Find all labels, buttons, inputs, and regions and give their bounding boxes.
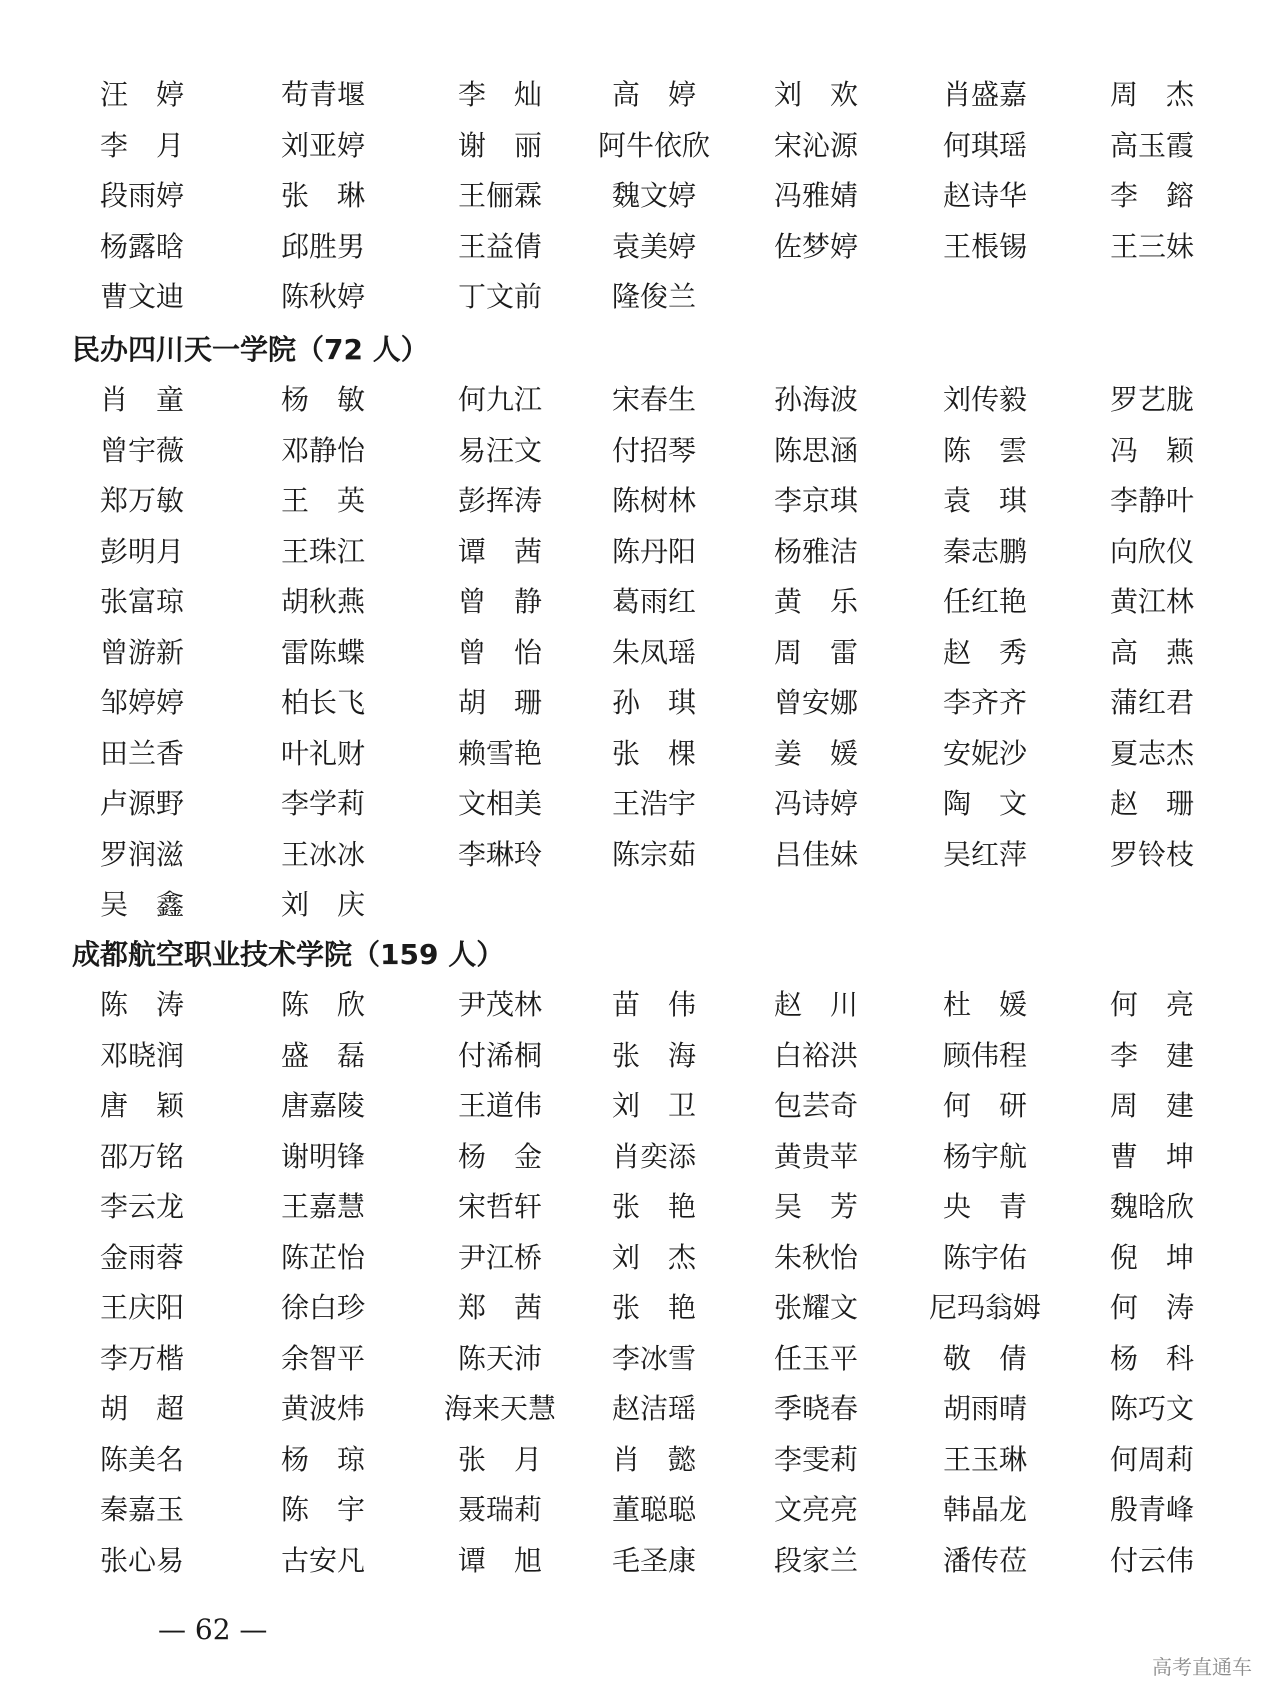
name-entry: 魏文婷 (611, 179, 696, 212)
name-entry: 刘 欢 (773, 78, 858, 111)
name-entry: 高 婷 (611, 78, 696, 111)
name-entry: 夏志杰 (1109, 736, 1194, 770)
name-entry: 李云龙 (99, 1190, 184, 1223)
name-row (0, 481, 1280, 521)
name-row (0, 1187, 1280, 1227)
name-entry: 李 鎔 (1109, 179, 1194, 212)
name-entry: 李万楷 (99, 1341, 184, 1375)
name-entry: 董聪聪 (611, 1493, 696, 1526)
name-entry: 古安凡 (280, 1543, 365, 1577)
name-entry: 王嘉慧 (280, 1190, 365, 1223)
name-entry: 张 棵 (611, 736, 696, 770)
name-entry: 海来天慧 (443, 1392, 556, 1425)
name-entry: 谭 旭 (457, 1543, 542, 1577)
name-entry: 张 月 (457, 1442, 542, 1476)
name-row (0, 277, 1280, 317)
name-entry: 罗铃枝 (1109, 837, 1194, 871)
name-entry: 高 燕 (1109, 635, 1194, 669)
name-row (0, 1440, 1280, 1480)
name-entry: 赵 珊 (1109, 787, 1194, 820)
name-entry: 任红艳 (942, 585, 1027, 618)
name-row (0, 1541, 1280, 1581)
name-entry: 秦嘉玉 (99, 1493, 184, 1526)
name-entry: 何琪瑶 (942, 128, 1027, 162)
name-entry: 罗艺胧 (1109, 383, 1194, 416)
name-entry: 宋沁源 (773, 128, 858, 162)
name-entry: 王道伟 (457, 1089, 542, 1122)
name-entry: 苟青堰 (280, 78, 365, 111)
name-entry: 毛圣康 (611, 1543, 696, 1577)
name-entry: 王庆阳 (99, 1291, 184, 1324)
name-entry: 陈 宇 (280, 1493, 365, 1526)
name-entry: 郑万敏 (99, 484, 184, 517)
name-entry: 赵 秀 (942, 635, 1027, 669)
name-entry: 秦志鹏 (942, 534, 1027, 568)
name-entry: 何 涛 (1109, 1291, 1194, 1324)
name-entry: 王冰冰 (280, 837, 365, 871)
name-entry: 何九江 (457, 383, 542, 416)
name-row (0, 1238, 1280, 1278)
name-entry: 邹婷婷 (99, 686, 184, 719)
name-entry: 张富琼 (99, 585, 184, 618)
name-entry: 邵万铭 (99, 1139, 184, 1173)
name-row (0, 1339, 1280, 1379)
name-row (0, 985, 1280, 1025)
name-entry: 邱胜男 (280, 229, 365, 263)
name-entry: 杨 金 (457, 1139, 542, 1173)
name-entry: 李雯莉 (773, 1442, 858, 1476)
name-row (0, 683, 1280, 723)
name-row (0, 1288, 1280, 1328)
section-heading-tianyi-college: 民办四川天一学院（72 人） (72, 333, 429, 366)
name-entry: 冯诗婷 (773, 787, 858, 820)
name-entry: 刘 杰 (611, 1240, 696, 1274)
name-entry: 孙 琪 (611, 686, 696, 719)
name-entry: 张耀文 (773, 1291, 858, 1324)
name-entry: 朱凤瑶 (611, 635, 696, 669)
name-entry: 柏长飞 (280, 686, 365, 719)
name-entry: 段家兰 (773, 1543, 858, 1577)
name-entry: 文相美 (457, 787, 542, 820)
name-row (0, 1086, 1280, 1126)
name-entry: 李京琪 (773, 484, 858, 517)
name-entry: 唐 颖 (99, 1089, 184, 1122)
name-entry: 周 杰 (1109, 78, 1194, 111)
page-number: — 62 — (158, 1613, 268, 1646)
name-entry: 陈天沛 (457, 1341, 542, 1375)
name-entry: 丁文前 (457, 280, 542, 313)
name-entry: 聂瑞莉 (457, 1493, 542, 1526)
name-entry: 何周莉 (1109, 1442, 1194, 1476)
name-entry: 袁 琪 (942, 484, 1027, 517)
name-entry: 郑 茜 (457, 1291, 542, 1324)
name-entry: 陈思涵 (773, 433, 858, 467)
name-entry: 陈 涛 (99, 988, 184, 1021)
name-row (0, 835, 1280, 875)
name-entry: 王玉琳 (942, 1442, 1027, 1476)
name-entry: 罗润滋 (99, 837, 184, 871)
section-heading-aviation-college: 成都航空职业技术学院（159 人） (72, 938, 505, 971)
name-entry: 王 英 (280, 484, 365, 517)
name-entry: 雷陈蝶 (280, 635, 365, 669)
name-entry: 刘 庆 (280, 888, 365, 921)
name-entry: 袁美婷 (611, 229, 696, 263)
name-entry: 杜 媛 (942, 988, 1027, 1021)
name-entry: 杨 科 (1109, 1341, 1194, 1375)
name-entry: 安妮沙 (942, 736, 1027, 770)
name-entry: 付浠桐 (457, 1038, 542, 1072)
name-row (0, 532, 1280, 572)
name-row (0, 75, 1280, 115)
name-entry: 陈芷怡 (280, 1240, 365, 1274)
name-entry: 曾安娜 (773, 686, 858, 719)
name-entry: 曾游新 (99, 635, 184, 669)
name-entry: 王益倩 (457, 229, 542, 263)
name-entry: 杨雅洁 (773, 534, 858, 568)
name-entry: 王三妹 (1109, 229, 1194, 263)
name-entry: 刘 卫 (611, 1089, 696, 1122)
name-entry: 何 亮 (1109, 988, 1194, 1021)
name-entry: 敬 倩 (942, 1341, 1027, 1375)
name-entry: 陈宇佑 (942, 1240, 1027, 1274)
name-entry: 曾 怡 (457, 635, 542, 669)
name-entry: 张 海 (611, 1038, 696, 1072)
name-entry: 尹茂林 (457, 988, 542, 1021)
name-row (0, 1137, 1280, 1177)
name-entry: 易汪文 (457, 433, 542, 467)
name-entry: 包芸奇 (773, 1089, 858, 1122)
name-entry: 周 建 (1109, 1089, 1194, 1122)
name-entry: 张 艳 (611, 1291, 696, 1324)
name-entry: 冯 颖 (1109, 433, 1194, 467)
name-entry: 李学莉 (280, 787, 365, 820)
name-entry: 邓静怡 (280, 433, 365, 467)
name-entry: 曾宇薇 (99, 433, 184, 467)
name-entry: 任玉平 (773, 1341, 858, 1375)
name-entry: 王棖锡 (942, 229, 1027, 263)
name-entry: 姜 媛 (773, 736, 858, 770)
name-entry: 陈美名 (99, 1442, 184, 1476)
name-entry: 黄 乐 (773, 585, 858, 618)
name-entry: 胡 珊 (457, 686, 542, 719)
name-entry: 曾 静 (457, 585, 542, 618)
name-entry: 韩晶龙 (942, 1493, 1027, 1526)
name-entry: 谢明锋 (280, 1139, 365, 1173)
name-entry: 余智平 (280, 1341, 365, 1375)
name-entry: 徐白珍 (280, 1291, 365, 1324)
name-entry: 季晓春 (773, 1392, 858, 1425)
name-entry: 赖雪艳 (457, 736, 542, 770)
name-entry: 彭明月 (99, 534, 184, 568)
name-entry: 吴 鑫 (99, 888, 184, 921)
name-row (0, 227, 1280, 267)
name-entry: 蒲红君 (1109, 686, 1194, 719)
name-entry: 彭挥涛 (457, 484, 542, 517)
name-entry: 王珠江 (280, 534, 365, 568)
name-entry: 肖奕添 (611, 1139, 696, 1173)
name-entry: 肖 童 (99, 383, 184, 416)
name-entry: 李齐齐 (942, 686, 1027, 719)
name-row (0, 126, 1280, 166)
name-entry: 央 青 (942, 1190, 1027, 1223)
name-entry: 陶 文 (942, 787, 1027, 820)
name-entry: 肖 懿 (611, 1442, 696, 1476)
name-row (0, 1389, 1280, 1429)
name-entry: 高玉霞 (1109, 128, 1194, 162)
name-entry: 黄江林 (1109, 585, 1194, 618)
name-entry: 肖盛嘉 (942, 78, 1027, 111)
name-entry: 田兰香 (99, 736, 184, 770)
name-entry: 金雨蓉 (99, 1240, 184, 1274)
name-entry: 曹文迪 (99, 280, 184, 313)
name-entry: 吕佳妹 (773, 837, 858, 871)
name-entry: 赵 川 (773, 988, 858, 1021)
name-entry: 尼玛翁姆 (928, 1291, 1041, 1324)
name-entry: 汪 婷 (99, 78, 184, 111)
name-entry: 黄贵苹 (773, 1139, 858, 1173)
name-entry: 李 建 (1109, 1038, 1194, 1072)
name-entry: 胡雨晴 (942, 1392, 1027, 1425)
name-entry: 陈丹阳 (611, 534, 696, 568)
name-entry: 魏晗欣 (1109, 1190, 1194, 1223)
name-entry: 李静叶 (1109, 484, 1194, 517)
name-row (0, 380, 1280, 420)
name-entry: 尹江桥 (457, 1240, 542, 1274)
watermark-text: 高考直通车 (1152, 1655, 1252, 1679)
name-entry: 陈宗茹 (611, 837, 696, 871)
name-entry: 王俪霖 (457, 179, 542, 212)
name-entry: 宋哲轩 (457, 1190, 542, 1223)
name-entry: 刘亚婷 (280, 128, 365, 162)
name-entry: 李冰雪 (611, 1341, 696, 1375)
name-entry: 殷青峰 (1109, 1493, 1194, 1526)
name-entry: 潘传莅 (942, 1543, 1027, 1577)
name-entry: 黄波炜 (280, 1392, 365, 1425)
name-entry: 李 灿 (457, 78, 542, 111)
name-entry: 冯雅婧 (773, 179, 858, 212)
name-entry: 付云伟 (1109, 1543, 1194, 1577)
name-entry: 盛 磊 (280, 1038, 365, 1072)
name-entry: 卢源野 (99, 787, 184, 820)
name-entry: 陈 欣 (280, 988, 365, 1021)
name-entry: 张 艳 (611, 1190, 696, 1223)
name-entry: 阿牛依欣 (597, 128, 710, 162)
name-entry: 王浩宇 (611, 787, 696, 820)
name-row (0, 734, 1280, 774)
name-row (0, 784, 1280, 824)
name-entry: 吴 芳 (773, 1190, 858, 1223)
name-entry: 谢 丽 (457, 128, 542, 162)
name-row (0, 582, 1280, 622)
name-entry: 周 雷 (773, 635, 858, 669)
name-entry: 赵洁瑶 (611, 1392, 696, 1425)
name-entry: 苗 伟 (611, 988, 696, 1021)
name-row (0, 1036, 1280, 1076)
name-entry: 杨宇航 (942, 1139, 1027, 1173)
name-entry: 杨 琼 (280, 1442, 365, 1476)
name-entry: 刘传毅 (942, 383, 1027, 416)
name-entry: 白裕洪 (773, 1038, 858, 1072)
name-entry: 文亮亮 (773, 1493, 858, 1526)
name-entry: 付招琴 (611, 433, 696, 467)
name-row (0, 633, 1280, 673)
name-entry: 胡秋燕 (280, 585, 365, 618)
name-entry: 吴红萍 (942, 837, 1027, 871)
name-entry: 何 研 (942, 1089, 1027, 1122)
name-row (0, 176, 1280, 216)
name-entry: 邓晓润 (99, 1038, 184, 1072)
name-entry: 陈秋婷 (280, 280, 365, 313)
name-entry: 段雨婷 (99, 179, 184, 212)
name-entry: 向欣仪 (1109, 534, 1194, 568)
name-row (0, 431, 1280, 471)
name-entry: 陈巧文 (1109, 1392, 1194, 1425)
name-entry: 赵诗华 (942, 179, 1027, 212)
name-entry: 叶礼财 (280, 736, 365, 770)
name-entry: 唐嘉陵 (280, 1089, 365, 1122)
name-entry: 胡 超 (99, 1392, 184, 1425)
name-entry: 谭 茜 (457, 534, 542, 568)
name-row (0, 885, 1280, 925)
name-entry: 朱秋怡 (773, 1240, 858, 1274)
name-entry: 倪 坤 (1109, 1240, 1194, 1274)
name-entry: 隆俊兰 (611, 280, 696, 313)
name-row (0, 1490, 1280, 1530)
name-entry: 陈树林 (611, 484, 696, 517)
name-entry: 佐梦婷 (773, 229, 858, 263)
name-entry: 杨 敏 (280, 383, 365, 416)
name-entry: 张 琳 (280, 179, 365, 212)
name-entry: 顾伟程 (942, 1038, 1027, 1072)
name-entry: 李琳玲 (457, 837, 542, 871)
name-entry: 宋春生 (611, 383, 696, 416)
name-entry: 陈 雲 (942, 433, 1027, 467)
name-entry: 孙海波 (773, 383, 858, 416)
name-entry: 张心易 (99, 1543, 184, 1577)
name-entry: 杨露晗 (99, 229, 184, 263)
name-entry: 曹 坤 (1109, 1139, 1194, 1173)
name-entry: 葛雨红 (611, 585, 696, 618)
name-entry: 李 月 (99, 128, 184, 162)
